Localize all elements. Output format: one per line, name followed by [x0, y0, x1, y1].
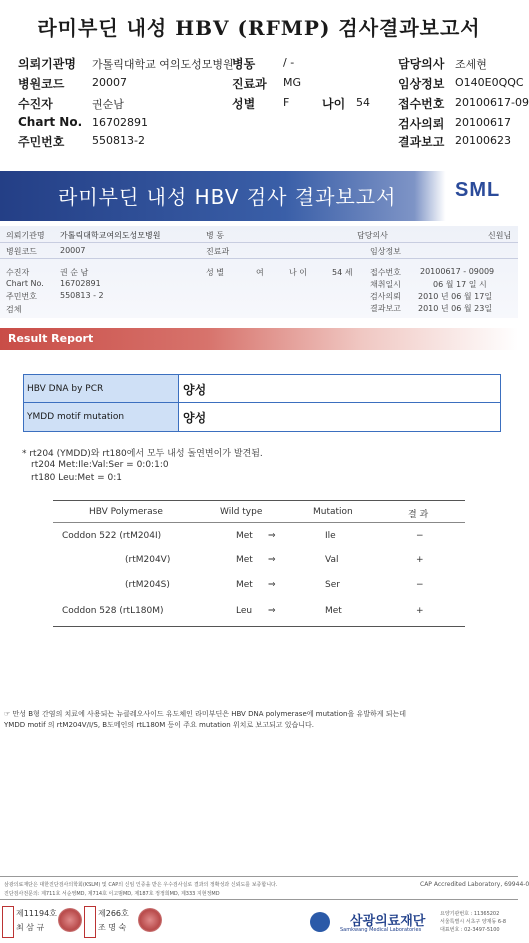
- info-doctor-value: 신원님: [488, 231, 512, 240]
- seal-icon: [58, 908, 82, 932]
- age-value: 54: [356, 96, 370, 109]
- info-collect-value: 06 월 17 일 시: [433, 280, 487, 289]
- license-name: 조 명 숙: [98, 923, 127, 932]
- report-title: 라미부딘 내성 HBV (RFMP) 검사결과보고서: [37, 16, 481, 40]
- info-request-value: 2010 년 06 월 17일: [418, 292, 493, 301]
- info-code-value: 20007: [60, 246, 86, 255]
- patient-value: 권순남: [92, 98, 124, 111]
- info-doctor-label: 담당의사: [357, 231, 388, 240]
- foundation-name: 삼광의료재단: [350, 914, 426, 929]
- info-dept-label: 진료과: [206, 247, 230, 256]
- arrow-icon: ⇒: [268, 555, 276, 565]
- dept-label: 진료과: [232, 77, 267, 91]
- stamp-frame: [2, 906, 14, 938]
- rrn-label: 주민번호: [18, 135, 65, 149]
- arrow-icon: ⇒: [268, 531, 276, 541]
- license-name: 최 삼 규: [16, 923, 45, 932]
- mutation-cell: Met: [325, 606, 342, 616]
- foundation-emblem-icon: [310, 912, 330, 932]
- code-label: 병원코드: [18, 77, 65, 91]
- ward-label: 병동: [232, 57, 256, 71]
- divider: [53, 522, 465, 523]
- site-cell: Coddon 522 (rtM204I): [62, 531, 162, 541]
- ward-value: / -: [283, 56, 295, 69]
- info-patient-value: 권 순 남: [60, 268, 89, 277]
- result-cell: +: [416, 606, 424, 616]
- sex-label: 성별: [232, 97, 256, 111]
- result-report-label: Result Report: [8, 332, 94, 345]
- receipt-label: 접수번호: [398, 97, 445, 111]
- comment-line: ☞ 만성 B형 간염의 치료에 사용되는 뉴클레오사이드 유도체인 라미부딘은 HBV DNA polymerase에 mutation을 유발하게 되는데: [4, 710, 406, 718]
- chart-label: Chart No.: [18, 115, 83, 129]
- info-collect-label: 채취일시: [370, 280, 401, 289]
- col-header: 결 과: [408, 510, 429, 520]
- license-number: 제266호: [98, 909, 129, 918]
- info-report-value: 2010 년 06 월 23일: [418, 304, 493, 313]
- wild-cell: Met: [236, 580, 253, 590]
- note-line: rt204 Met:Ile:Val:Ser = 0:0:1:0: [31, 460, 169, 470]
- arrow-icon: ⇒: [268, 606, 276, 616]
- patient-info-block: [0, 226, 518, 318]
- site-cell: Coddon 528 (rtL180M): [62, 606, 164, 616]
- info-ward-label: 병 동: [206, 231, 224, 240]
- report-date-label: 결과보고: [398, 135, 445, 149]
- divider: [0, 242, 518, 243]
- report-date-value: 20100623: [455, 134, 511, 147]
- cert-line: 삼광의료재단은 대한진단검사의학회(KSLM) 및 CAP의 신임 인증을 받은 우수검사실로 결과의 정확성과 신뢰도를 보증합니다.: [4, 882, 278, 888]
- request-label: 검사의뢰: [398, 117, 445, 131]
- info-code-label: 병원코드: [6, 247, 37, 256]
- col-header: HBV Polymerase: [89, 507, 163, 517]
- info-receipt-label: 접수번호: [370, 268, 401, 277]
- arrow-icon: ⇒: [268, 580, 276, 590]
- site-cell: (rtM204V): [125, 555, 171, 565]
- wild-cell: Met: [236, 555, 253, 565]
- inst-label: 의뢰기관명: [18, 57, 76, 71]
- address-line: 서울특별시 서초구 양재동 6-8: [440, 919, 507, 925]
- address-line: 요양기관번호 : 11365202: [440, 911, 500, 917]
- info-rrn-value: 550813 - 2: [60, 291, 104, 300]
- inst-value: 가톨릭대학교 여의도성모병원: [92, 58, 234, 71]
- dept-value: MG: [283, 76, 302, 89]
- code-value: 20007: [92, 76, 127, 89]
- note-line: rt180 Leu:Met = 0:1: [31, 473, 122, 483]
- result-cell: +: [416, 555, 424, 565]
- result-row-label: [24, 403, 178, 431]
- doctor-label: 담당의사: [398, 57, 445, 71]
- seal-icon: [138, 908, 162, 932]
- info-clinical-label: 임상정보: [370, 247, 401, 256]
- age-label: 나이: [322, 97, 346, 111]
- divider: [53, 500, 465, 501]
- doctor-value: 조세현: [455, 58, 487, 71]
- receipt-value: 20100617-09: [455, 96, 529, 109]
- mutation-cell: Ile: [325, 531, 336, 541]
- divider: [0, 258, 518, 259]
- result-row-value: [179, 403, 500, 431]
- sex-value: F: [283, 96, 290, 109]
- result-box: [23, 374, 501, 432]
- mutation-cell: Ser: [325, 580, 340, 590]
- result-test-name: HBV DNA by PCR: [27, 384, 104, 394]
- result-cell: −: [416, 531, 424, 541]
- clinical-value: O140E0QQC: [455, 76, 524, 89]
- info-receipt-value: 20100617 - 09009: [420, 267, 495, 276]
- patient-label: 수진자: [18, 97, 53, 111]
- stamp-frame: [84, 906, 96, 938]
- address-line: 대표번호 : 02-3497-5100: [440, 927, 500, 933]
- comment-line: YMDD motif 의 rtM204V/I/S, B도메인의 rtL180M 등이 주요 mutation 위치로 보고되고 있습니다.: [4, 721, 314, 729]
- foundation-subtitle: Samkwang Medical Laboratories: [340, 927, 422, 933]
- banner-title: 라미부딘 내성 HBV 검사 결과보고서: [58, 185, 397, 209]
- info-sample-label: 검체: [6, 305, 22, 314]
- wild-cell: Met: [236, 531, 253, 541]
- wild-cell: Leu: [236, 606, 253, 616]
- info-age-label: 나 이: [289, 268, 307, 277]
- cert-line: 진단검사전문의: 제711호 서순영MD, 제714호 이고범MD, 제187호 정정희MD, 제333 지현정MD: [4, 891, 220, 897]
- rrn-value: 550813-2: [92, 134, 145, 147]
- info-report-label: 결과보고: [370, 304, 401, 313]
- cap-accreditation: CAP Accredited Laboratory, 69944-0: [420, 881, 529, 888]
- result-row-value: [179, 375, 500, 403]
- info-request-label: 검사의뢰: [370, 292, 401, 301]
- info-patient-label: 수진자: [6, 268, 30, 277]
- info-sex-value: 여: [256, 268, 264, 277]
- info-chart-label: Chart No.: [6, 279, 44, 288]
- info-sex-label: 성 별: [206, 268, 224, 277]
- info-inst-label: 의뢰기관명: [6, 231, 45, 240]
- report-banner: [0, 171, 518, 221]
- info-inst-value: 가톨릭대학교여의도성모병원: [60, 231, 161, 240]
- result-report-bar: [0, 328, 518, 350]
- request-value: 20100617: [455, 116, 511, 129]
- divider: [53, 626, 465, 627]
- mutation-cell: Val: [325, 555, 339, 565]
- info-rrn-label: 주민번호: [6, 292, 37, 301]
- chart-value: 16702891: [92, 116, 148, 129]
- info-age-value: 54 세: [332, 268, 353, 277]
- result-test-value: 양성: [183, 411, 207, 425]
- site-cell: (rtM204S): [125, 580, 170, 590]
- col-header: Wild type: [220, 507, 263, 517]
- result-cell: −: [416, 580, 424, 590]
- license-number: 제11194호: [16, 909, 57, 918]
- note-line: * rt204 (YMDD)와 rt180에서 모두 내성 돌연변이가 발견됨.: [22, 449, 263, 459]
- result-test-name: YMDD motif mutation: [27, 412, 125, 422]
- clinical-label: 임상정보: [398, 77, 445, 91]
- sml-logo: SML: [455, 179, 501, 201]
- divider: [0, 876, 518, 877]
- result-test-value: 양성: [183, 383, 207, 397]
- divider: [0, 899, 518, 900]
- result-row-label: [24, 375, 178, 403]
- col-header: Mutation: [313, 507, 353, 517]
- info-chart-value: 16702891: [60, 279, 101, 288]
